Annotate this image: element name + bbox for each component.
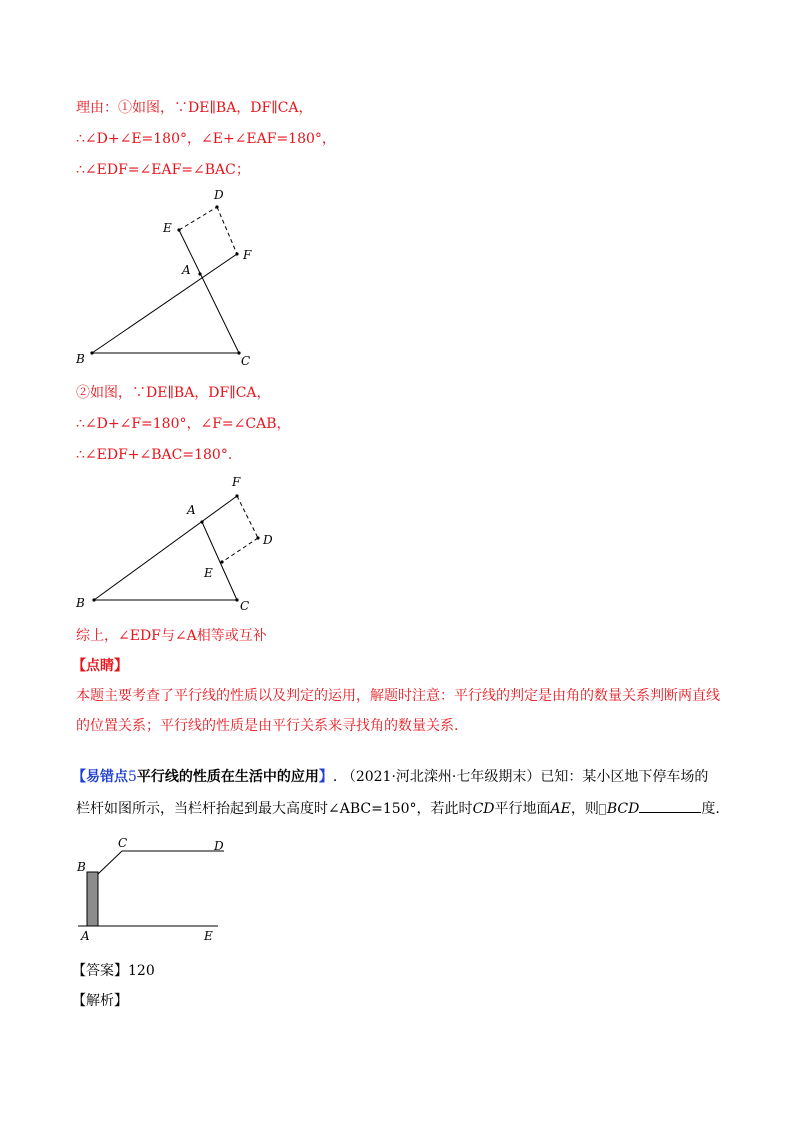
label-c: C (241, 354, 251, 368)
problem-ae: AE (550, 801, 571, 817)
label-e: E (204, 929, 213, 943)
problem-tag-close: 】 (318, 769, 333, 785)
problem-line-2 (76, 799, 720, 819)
problem-cd: CD (472, 801, 495, 817)
segment-de (222, 538, 258, 562)
case2-line-2: ∴∠D+∠F=180°，∠F=∠CAB， (76, 416, 291, 432)
label-d: D (263, 533, 273, 547)
figure-3 (72, 834, 232, 946)
label-f: F (232, 475, 241, 489)
label-a: A (81, 929, 90, 943)
reason-line-1: 理由：①如图，∵DE∥BA，DF∥CA， (76, 100, 313, 116)
problem-text-b: 平行地面 (494, 801, 551, 817)
segment-ce (179, 230, 239, 353)
problem-text-c: ，则 (570, 801, 599, 817)
segment-df (217, 207, 237, 254)
label-b: B (76, 352, 85, 366)
case2-line-3: ∴∠EDF+∠BAC=180°. (76, 447, 233, 463)
problem-text-a: 栏杆如图所示，当栏杆抬起到最大高度时∠ABC=150°，若此时 (76, 801, 473, 817)
label-c: C (240, 599, 250, 613)
problem-angle: BCD (606, 801, 640, 817)
answer-blank (639, 800, 701, 813)
segment-bc (98, 851, 122, 874)
problem-tag-num: 5 (128, 769, 137, 785)
answer-value: 120 (128, 963, 155, 979)
comment-line-2: 的位置关系；平行线的性质是由平行关系来寻找角的数量关系. (76, 718, 459, 734)
label-c: C (118, 836, 128, 850)
comment-line-1: 本题主要考查了平行线的性质以及判定的运用，解题时注意：平行线的判定是由角的数量关系判断两直线 (76, 688, 720, 704)
analysis-label: 【解析】 (72, 993, 128, 1009)
label-b: B (77, 860, 86, 874)
segment-ed (179, 207, 217, 230)
comment-heading: 【点睛】 (72, 658, 128, 674)
segment-bf (94, 496, 237, 600)
summary-line: 综上，∠EDF与∠A相等或互补 (76, 628, 267, 644)
problem-tag-label: 易错点 (86, 769, 128, 785)
label-d: D (214, 839, 224, 853)
figure-2 (70, 472, 285, 617)
problem-unit: 度. (701, 801, 720, 817)
label-b: B (76, 596, 85, 610)
problem-tag-open: 【 (72, 769, 86, 785)
label-a: A (187, 503, 196, 517)
reason-line-3: ∴∠EDF=∠EAF=∠BAC； (76, 162, 250, 178)
case2-line-1: ②如图，∵DE∥BA，DF∥CA， (76, 385, 271, 401)
problem-tag-title: 平行线的性质在生活中的应用 (136, 769, 319, 785)
reason-line-2: ∴∠D+∠E=180°，∠E+∠EAF=180°， (76, 131, 336, 147)
problem-line-1 (72, 767, 708, 787)
segment-fd (237, 496, 258, 538)
label-e: E (163, 221, 172, 235)
answer-line (72, 961, 155, 981)
gate-post (87, 872, 98, 926)
label-f: F (243, 248, 252, 262)
figure-1 (70, 186, 270, 371)
label-e: E (204, 566, 213, 580)
angle-symbol-icon (599, 804, 606, 815)
label-d: D (214, 188, 224, 202)
segment-ca (202, 522, 237, 600)
problem-source: . （2021·河北滦州·七年级期末）已知：某小区地下停车场的 (332, 769, 709, 785)
label-a: A (182, 263, 191, 277)
answer-label: 【答案】 (72, 963, 128, 979)
